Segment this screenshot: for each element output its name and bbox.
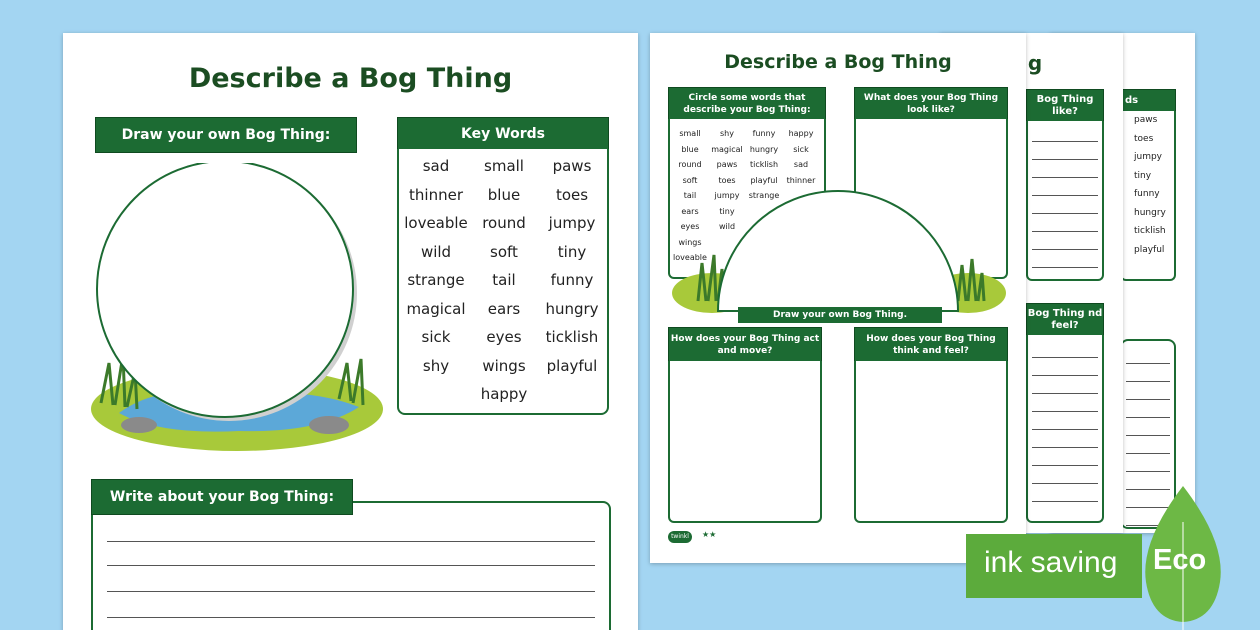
key-word: ears: [487, 299, 521, 318]
circle-word: tiny: [719, 206, 735, 216]
circle-word: loveable: [673, 253, 707, 262]
page-title: Describe a Bog Thing: [188, 63, 513, 94]
look-like-header: What does your Bog Thing look like?: [854, 87, 1008, 121]
circle-word: sick: [793, 144, 809, 154]
twinkl-logo: twinkl: [668, 531, 692, 543]
writing-line: [1032, 357, 1098, 358]
writing-line: [1126, 381, 1170, 382]
writing-line: [1032, 393, 1098, 394]
writing-line: [1032, 177, 1098, 178]
writing-line: [1032, 501, 1098, 502]
writing-line: [1032, 231, 1098, 232]
circle-words-header: Circle some words that describe your Bog Thing:: [668, 87, 826, 121]
key-word: wings: [482, 356, 526, 375]
writing-line: [1032, 249, 1098, 250]
writing-line: [107, 565, 595, 566]
writing-line: [1032, 267, 1098, 268]
key-word: strange: [407, 271, 465, 289]
key-word: toes: [555, 185, 589, 204]
writing-line: [1126, 399, 1170, 400]
key-word: tail: [492, 271, 516, 289]
writing-line: [107, 617, 595, 618]
key-word: paws: [1134, 115, 1158, 125]
key-word: soft: [490, 242, 518, 261]
key-word: toes: [1134, 133, 1154, 144]
circle-word: wings: [678, 237, 702, 247]
key-words-header: Key Words: [397, 117, 609, 151]
circle-word: soft: [682, 175, 698, 185]
key-word: thinner: [409, 185, 463, 204]
key-word: funny: [550, 271, 594, 289]
page-title: Describe a Bog Thing: [724, 51, 952, 73]
circle-word: magical: [711, 144, 743, 154]
key-word: blue: [487, 185, 521, 204]
act-move-box: [668, 361, 822, 523]
circle-word: round: [678, 160, 702, 169]
worksheet-preview-2: [650, 33, 1026, 563]
circle-word: ears: [681, 206, 699, 216]
stars-rating: ★★: [702, 530, 717, 539]
worksheet-main: [63, 33, 638, 630]
think-feel-header: How does your Bog Thing think and feel?: [854, 327, 1008, 363]
writing-line: [1032, 411, 1098, 412]
writing-line: [1126, 453, 1170, 454]
writing-line: [1032, 141, 1098, 142]
writing-line: [1032, 465, 1098, 466]
key-word: ticklish: [1134, 226, 1166, 236]
writing-line: [107, 541, 595, 542]
ink-saving-label: ink saving: [984, 546, 1118, 579]
writing-line: [1032, 159, 1098, 160]
key-word: magical: [406, 299, 466, 318]
circle-word: hungry: [749, 144, 779, 154]
key-word: wild: [420, 242, 452, 261]
key-word: small: [484, 157, 524, 175]
key-word: playful: [546, 356, 598, 375]
writing-line: [1032, 375, 1098, 376]
circle-word: sad: [793, 160, 809, 169]
circle-word: funny: [752, 129, 776, 138]
circle-word: wild: [718, 222, 736, 231]
circle-word: paws: [716, 160, 738, 169]
key-word: shy: [422, 356, 450, 375]
key-word: tiny: [557, 242, 587, 261]
circle-word: jumpy: [714, 191, 740, 200]
key-word: happy: [480, 385, 528, 403]
circle-word: toes: [718, 175, 736, 185]
circle-word: small: [679, 129, 701, 138]
eco-label: Eco: [1153, 544, 1207, 576]
key-word: playful: [1134, 244, 1165, 255]
writing-line: [1126, 417, 1170, 418]
act-move-header: How does your Bog Thing act and move?: [668, 327, 822, 363]
circle-word: ticklish: [749, 160, 779, 169]
key-words-header: ds: [1120, 89, 1176, 113]
key-word: loveable: [404, 214, 468, 232]
key-word: sick: [421, 328, 451, 346]
writing-line: [1126, 435, 1170, 436]
look-like-box: [1026, 121, 1104, 281]
bog-scene-illustration: [89, 163, 389, 463]
key-word: hungry: [545, 299, 599, 318]
writing-line: [1032, 195, 1098, 196]
key-word: paws: [552, 157, 592, 175]
circle-word: playful: [750, 175, 778, 185]
key-word: jumpy: [1134, 152, 1163, 162]
key-word: jumpy: [548, 214, 596, 232]
write-header: Write about your Bog Thing:: [91, 479, 353, 515]
key-word: funny: [1134, 189, 1160, 199]
writing-line: [1126, 471, 1170, 472]
think-feel-box: [854, 361, 1008, 523]
key-word: tiny: [1134, 170, 1152, 181]
circle-word: eyes: [680, 222, 700, 231]
circle-word: tail: [683, 191, 697, 200]
key-word: ticklish: [545, 328, 599, 346]
writing-line: [1032, 429, 1098, 430]
circle-word: shy: [720, 129, 734, 138]
writing-line: [107, 591, 595, 592]
page-title-fragment: g: [1027, 51, 1043, 75]
circle-word: happy: [788, 129, 814, 138]
circle-word: strange: [748, 191, 780, 200]
think-feel-header: Bog Thing nd feel?: [1026, 303, 1104, 337]
writing-line: [1126, 363, 1170, 364]
key-word: sad: [422, 157, 450, 175]
circle-word: thinner: [786, 175, 816, 185]
draw-header: Draw your own Bog Thing:: [95, 117, 357, 153]
key-word: eyes: [486, 328, 522, 346]
writing-line: [1032, 213, 1098, 214]
key-word: round: [482, 214, 526, 232]
circle-word: blue: [681, 144, 699, 154]
draw-bog-thing-label: Draw your own Bog Thing.: [772, 310, 907, 320]
look-like-header: Bog Thing like?: [1026, 89, 1104, 123]
writing-line: [1032, 483, 1098, 484]
writing-line: [1032, 447, 1098, 448]
key-word: hungry: [1134, 207, 1166, 218]
